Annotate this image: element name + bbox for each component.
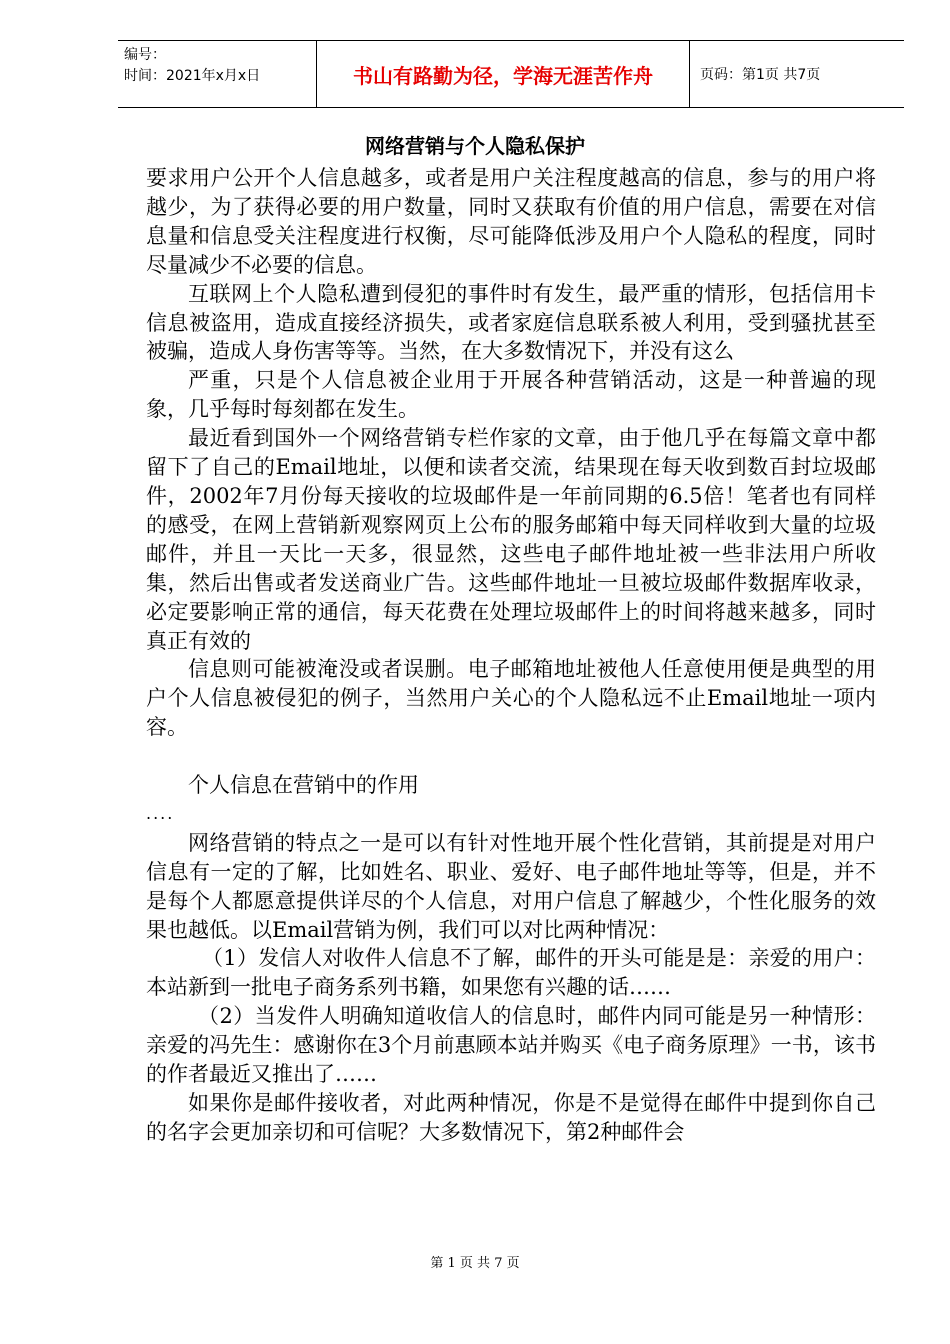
paragraph-case-1: （1）发信人对收件人信息不了解，邮件的开头可能是是：亲爱的用户：本站新到一批电子商务系列书籍，如果您有兴趣的话……: [146, 946, 876, 1000]
paragraph-4: 最近看到国外一个网络营销专栏作家的文章，由于他几乎在每篇文章中都留下了自己的Email地址，以便和读者交流，结果现在每天收到数百封垃圾邮件，2002年7月份每天接收的垃圾邮件是一年前同期的6.5倍！笔者也有同样的感受，在网上营销新观察网页上公布的服务邮箱中每天同样收到大量的垃圾邮件，并且一天比一天多，很显然，这些电子邮件地址被一些非法用户所收集，然后出售或者发送商业广告。这些邮件地址一旦被垃圾邮件数据库收录，必定要影响正常的通信，每天花费在处理垃圾邮件上的时间将越来越多，同时真正有效的: [146, 426, 876, 653]
page-footer: 第 1 页 共 7 页: [430, 1256, 520, 1271]
document-number-label: 编号：: [124, 47, 166, 63]
paragraph-case-2: （2）当发件人明确知道收信人的信息时，邮件内同可能是另一种情形：亲爱的冯先生：感谢你在3个月前惠顾本站并购买《电子商务原理》一书，该书的作者最近又推出了……: [146, 1004, 876, 1087]
paragraph-3: 严重，只是个人信息被企业用于开展各种营销活动，这是一种普遍的现象，几乎每时每刻都在发生。: [146, 368, 876, 422]
header-motto: 书山有路勤为径，学海无涯苦作舟: [316, 41, 690, 107]
header-page-info: 页码：第1页 共7页: [700, 67, 821, 83]
document-time-label: 时间：2021年x月x日: [124, 68, 261, 84]
document-body: [146, 164, 876, 1147]
paragraph-1: 要求用户公开个人信息越多，或者是用户关注程度越高的信息，参与的用户将越少，为了获得必要的用户数量，同时又获取有价值的用户信息，需要在对信息量和信息受关注程度进行权衡，尽可能降低涉及用户个人隐私的程度，同时尽量减少不必要的信息。: [146, 166, 876, 277]
paragraph-7: 如果你是邮件接收者，对此两种情况，你是不是觉得在邮件中提到你自己的名字会更加亲切和可信呢？大多数情况下，第2种邮件会: [146, 1090, 876, 1144]
blank-line: [146, 742, 876, 771]
paragraph-5: 信息则可能被淹没或者误删。电子邮箱地址被他人任意使用便是典型的用户个人信息被侵犯的例子，当然用户关心的个人隐私远不止Email地址一项内容。: [146, 657, 876, 740]
paragraph-2: 互联网上个人隐私遭到侵犯的事件时有发生，最严重的情形，包括信用卡信息被盗用，造成直接经济损失，或者家庭信息联系被人利用，受到骚扰甚至被骗，造成人身伤害等等。当然，在大多数情况下，并没有这么: [146, 281, 876, 364]
paragraph-6: 网络营销的特点之一是可以有针对性地开展个性化营销，其前提是对用户信息有一定的了解，比如姓名、职业、爱好、电子邮件地址等等，但是，并不是每个人都愿意提供详尽的个人信息，对用户信息了解越少，个性化服务的效果也越低。以Email营销为例，我们可以对比两种情况：: [146, 830, 876, 942]
header-meta-cell: [118, 41, 316, 107]
document-header: [118, 40, 904, 108]
ellipsis-line: ....: [146, 803, 175, 823]
section-heading: 个人信息在营销中的作用: [188, 773, 419, 798]
document-title: 网络营销与个人隐私保护: [365, 134, 585, 158]
